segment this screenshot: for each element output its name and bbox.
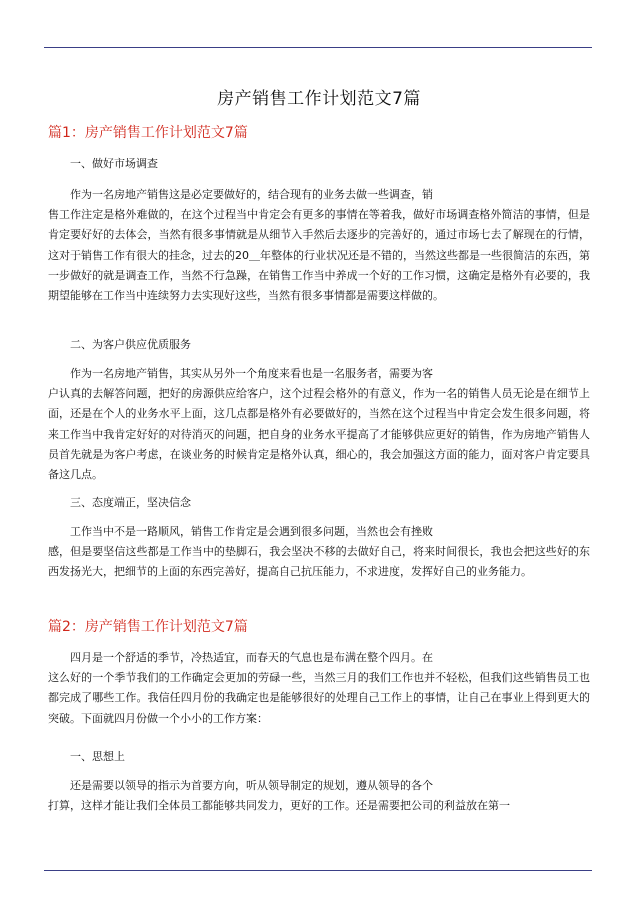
section-2-heading: 篇2：房产销售工作计划范文7篇 [48, 619, 248, 635]
paragraph-first-line: 作为一名房地产销售这是必定要做好的，结合现有的业务去做一些调查，销 [70, 188, 433, 201]
section-1-subheading-2: 二、为客户供应优质服务 [70, 338, 191, 351]
paragraph-body: 感，但是要坚信这些都是工作当中的垫脚石，我会坚决不移的去做好自己，将来时间很长，我也会把这些好的东西发扬光大，把细节的上面的东西完善好，提高自己抗压能力，不求进度，发挥好自己的业务能力。 [48, 545, 590, 579]
footer-rule [44, 870, 592, 871]
paragraph-first-line: 工作当中不是一路顺风，销售工作肯定是会遇到很多问题，当然也会有挫败 [70, 525, 433, 538]
section-2-subheading-1: 一、思想上 [70, 750, 125, 763]
section-1-subheading-1: 一、做好市场调查 [70, 157, 158, 170]
section-2-paragraph-2 [48, 776, 590, 816]
paragraph-body: 打算，这样才能让我们全体员工都能够共同发力，更好的工作。还是需要把公司的利益放在第一 [48, 799, 510, 813]
paragraph-first-line: 还是需要以领导的指示为首要方向，听从领导制定的规划，遵从领导的各个 [70, 779, 433, 792]
section-1-paragraph-2 [48, 364, 590, 485]
document-title: 房产销售工作计划范文7篇 [217, 89, 421, 109]
section-2-paragraph-1 [48, 648, 590, 729]
paragraph-body: 这么好的一个季节我们的工作确定会更加的劳碌一些，当然三月的我们工作也并不轻松，但我们这些销售员工也都完成了哪些工作。我信任四月份的我确定也是能够很好的处理自己工作上的事情，让自己在事业上得到更大的突破。下面就四月份做一个小小的工作方案： [48, 671, 590, 725]
section-1-heading: 篇1：房产销售工作计划范文7篇 [48, 125, 248, 141]
section-1-paragraph-3 [48, 522, 590, 583]
paragraph-body: 售工作注定是格外难做的，在这个过程当中肯定会有更多的事情在等着我，做好市场调查格外简洁的事情，但是肯定要好好的去体会，当然有很多事情就是从细节入手然后去逐步的完善好的，通过市场七去了解现在的行情，这对于销售工作有很大的挂念，过去的20＿年整体的行业状况还是不错的，当然这些都是一些很简洁的东西，第一步做好的就是调查工作，当然不行急躁，在销售工作当中养成一个好的工作习惯，这确定是格外有必要的，我期望能够在工作当中连续努力去实现好这些，当然有很多事情都是需要这样做的。 [48, 208, 590, 303]
paragraph-first-line: 作为一名房地产销售，其实从另外一个角度来看也是一名服务者，需要为客 [70, 367, 433, 380]
section-1-subheading-3: 三、态度端正，坚决信念 [70, 496, 191, 509]
section-1-paragraph-1 [48, 185, 590, 306]
paragraph-body: 户认真的去解答问题，把好的房源供应给客户，这个过程会格外的有意义，作为一名的销售人员无论是在细节上面，还是在个人的业务水平上面，这几点都是格外有必要做好的，当然在这个过程当中肯定会发生很多问题，将来工作当中我肯定好好的对待消灭的问题，把自身的业务水平提高了才能够供应更好的销售，作为房地产销售人员首先就是为客户考虑，在谈业务的时候肯定是格外认真，细心的，我会加强这方面的能力，面对客户肯定要具备这几点。 [48, 387, 590, 482]
paragraph-first-line: 四月是一个舒适的季节，冷热适宜，而春天的气息也是布满在整个四月。在 [70, 651, 433, 664]
header-rule [44, 47, 592, 48]
